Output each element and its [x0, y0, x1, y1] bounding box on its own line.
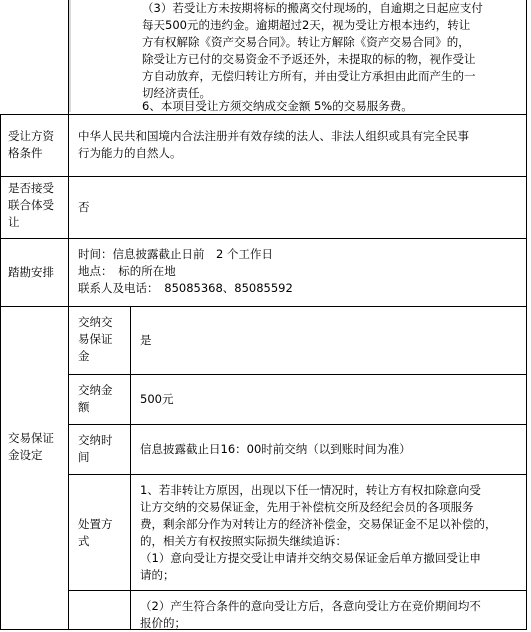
text-line: 除受让方已付的交易资金不予返还外，未提取的标的物，视作受让	[142, 52, 476, 66]
deposit-disposal-continuation: （2）产生符合条件的意向受让方后，各意向受让方在竞价期间均不 报价的；	[140, 599, 481, 630]
text-line: 方自动放弃，无偿归转让方所有，并由受让方承担由此而产生的一	[142, 69, 476, 83]
deposit-amount-label: 交纳金 额	[78, 383, 113, 414]
site-visit-label: 踏勘安排	[8, 265, 54, 279]
site-visit-content: 时间：信息披露截止日前 2 个工作日 地点： 标的所在地 联系人及电话： 85085368、85085592	[78, 247, 293, 295]
right-border	[526, 0, 527, 630]
text-line: 6、本项目受让方须交纳成交金额 5%的交易服务费。	[142, 99, 413, 113]
deposit-amount-value: 500元	[140, 392, 174, 406]
label-column-divider	[68, 0, 69, 630]
sublabel-column-divider	[130, 306, 131, 630]
deposit-disposal-label: 处置方 式	[78, 517, 113, 548]
consortium-label: 是否接受 联合体受 让	[8, 181, 54, 229]
deposit-label: 交易保证 金设定	[8, 431, 54, 462]
deposit-required-label: 交纳交 易保证 金	[78, 315, 113, 363]
deposit-time-label: 交纳时 间	[78, 433, 113, 464]
text-line: （3）若受让方未按期将标的搬离交付现场的，自逾期之日起应支付	[142, 1, 483, 15]
text-line: 方有权解除《资产交易合同》。转让方解除《资产交易合同》的，	[142, 35, 470, 49]
consortium-value: 否	[78, 200, 90, 214]
deposit-disposal-content: 1、若非转让方原因，出现以下任一情况时，转让方有权扣除意向受 让方交纳的交易保证金，先用于补偿杭交所及经纪会员的各项服务 费，剩余部分作为对转让方的经济补偿金，交易保证金不足以补偿的， 的，相关方有权按照实际损失继续追诉： （1）意向受让方提交受让申请并交纳交易保证金后单方撤回受让申 请的；	[140, 483, 497, 582]
left-border	[0, 114, 1, 630]
text-line: 切经济责任。	[142, 86, 211, 100]
qualification-label: 受让方资 格条件	[8, 129, 54, 160]
text-line: 每天500元的违约金。逾期超过2天，视为受让方根本违约，转让	[142, 18, 471, 32]
deposit-time-value: 信息披露截止日16：00时前交纳（以到账时间为准）	[140, 442, 411, 456]
deposit-required-value: 是	[140, 333, 152, 347]
qualification-content: 中华人民共和国境内合法注册并有效存续的法人、非法人组织或具有完全民事 行为能力的自然人。	[78, 129, 469, 160]
